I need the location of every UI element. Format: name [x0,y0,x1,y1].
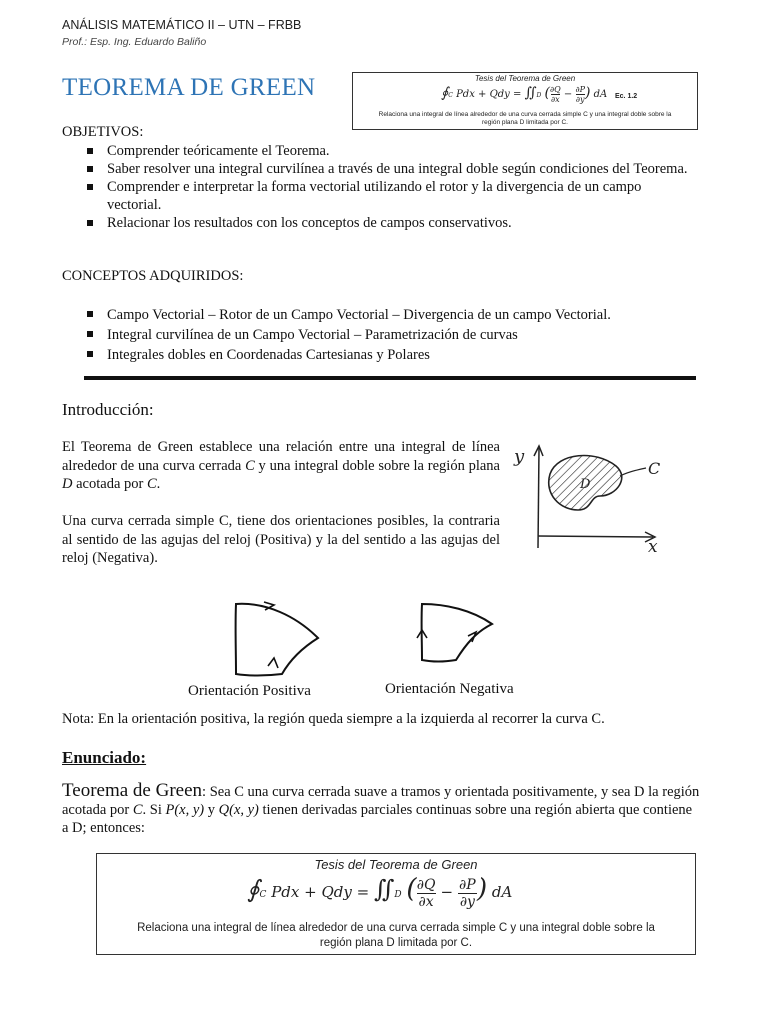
y-axis [538,448,539,548]
large-box-formula: ∮C Pdx + Qdy = ∬D $(\frac{\partial Q}{\partial x} - \frac{\partial P}{\partial y})$ dA [247,874,513,910]
course-header: ANÁLISIS MATEMÁTICO II – UTN – FRBB [62,18,302,32]
concepto-item: Integrales dobles en Coordenadas Cartesianas y Polares [62,345,697,365]
section-divider [84,376,696,380]
professor-line: Prof.: Esp. Ing. Eduardo Baliño [62,36,207,48]
large-box-desc-2: región plana D limitada por C. [319,937,473,949]
sketch-x-label: x [648,537,658,554]
x-axis [538,536,653,537]
conceptos-list [62,305,697,365]
small-box-formula: ∮C Pdx + Qdy = ∬D $(\frac{\partial Q}{\partial x} - \frac{\partial P}{\partial y})$ dA [441,85,608,104]
concepto-item: Campo Vectorial – Rotor de un Campo Vectorial – Divergencia de un campo Vectorial. [62,305,697,325]
page-title: TEOREMA DE GREEN [62,74,316,101]
negative-orientation-label: Orientación Negativa [385,681,514,697]
objetivo-item: Comprender e interpretar la forma vectorial utilizando el rotor y la divergencia de un campo vectorial. [62,178,697,214]
large-formula-box [96,853,696,955]
negative-orientation-curve [410,596,500,668]
objetivo-item: Saber resolver una integral curvilínea a través de una integral doble según condiciones del Teorema. [62,160,697,178]
enunciado-heading: Enunciado: [62,748,147,767]
large-box-caption: Tesis del Teorema de Green [314,857,478,872]
positive-orientation-curve [226,596,326,682]
intro-paragraph-2: Una curva cerrada simple C, tiene dos orientaciones posibles, la contraria al sentido de las agujas del reloj (Positiva) y la del sentido a las agujas del reloj (Negativa). [62,513,500,566]
positive-arrow-2 [268,658,278,668]
intro-paragraph-1: El Teorema de Green establece una relación entre una integral de línea alrededor de una curva cerrada C y una integral doble sobre la región plana D acotada por C. [62,439,500,492]
small-formula-box [352,72,698,130]
orientation-note: Nota: En la orientación positiva, la región queda siempre a la izquierda al recorrer la curva C. [62,711,605,727]
sketch-c-label: C [648,459,661,478]
theorem-title: Teorema de Green [62,780,203,801]
objetivos-list [62,142,697,232]
sketch-d-label: D [580,477,591,492]
objetivo-item: Relacionar los resultados con los conceptos de campos conservativos. [62,214,697,232]
small-box-desc-2: región plana D limitada por C. [482,119,568,126]
small-box-caption: Tesis del Teorema de Green [474,74,576,83]
conceptos-heading: CONCEPTOS ADQUIRIDOS: [62,268,244,284]
intro-heading: Introducción: [62,400,154,419]
c-pointer [620,468,646,476]
positive-orientation-label: Orientación Positiva [188,683,311,699]
region-sketch [508,436,673,554]
theorem-statement: Teorema de Green: Sea C una curva cerrada suave a tramos y orientada positivamente, y sea D la región acotada por C. Si P(x, y) y Q(x, y) tienen derivadas parciales continuas sobre una región abierta que contiene a D; entonces: [62,780,700,836]
small-box-desc-1: Relaciona una integral de línea alrededor de una curva cerrada simple C y una integral doble sobre la [378,111,672,118]
objetivos-heading: OBJETIVOS: [62,124,144,140]
concepto-item: Integral curvilínea de un Campo Vectorial – Parametrización de curvas [62,325,697,345]
objetivo-item: Comprender teóricamente el Teorema. [62,142,697,160]
sketch-y-label: y [514,446,525,467]
large-box-desc-1: Relaciona una integral de línea alrededor de una curva cerrada simple C y una integral doble sobre la [137,922,655,934]
small-box-eq-label: Ec. 1.2 [615,93,638,100]
